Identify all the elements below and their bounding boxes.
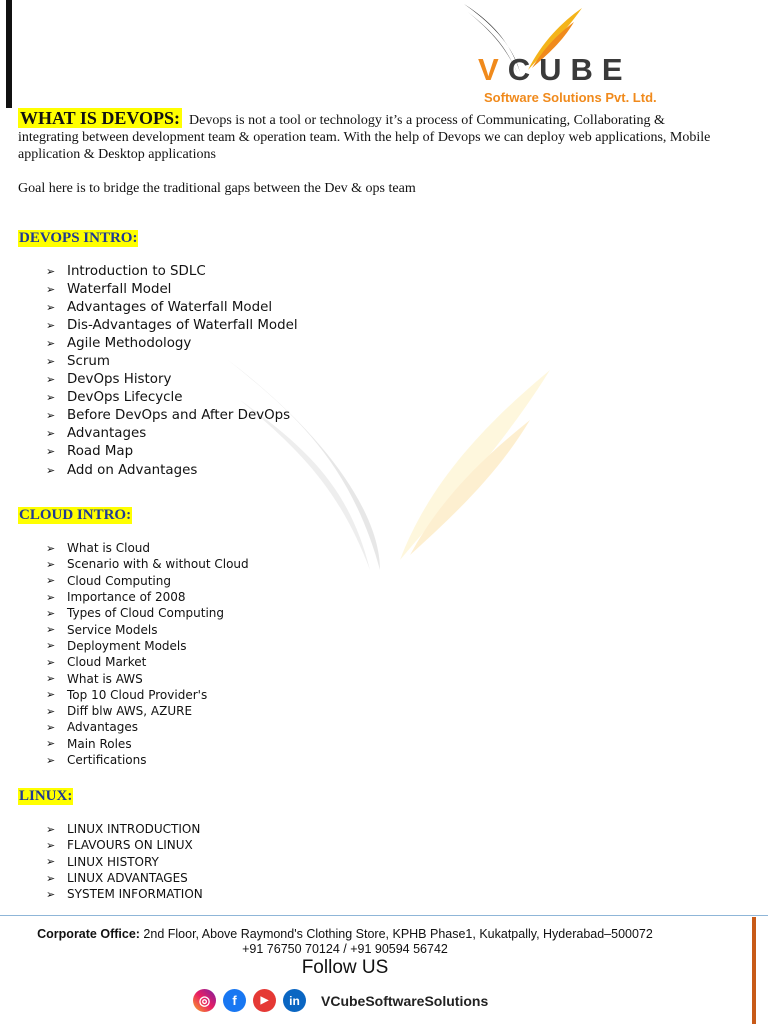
cloud-item-label: Importance of 2008	[67, 590, 186, 605]
cloud-list-item	[46, 703, 249, 719]
devops-heading: DEVOPS INTRO:	[19, 230, 138, 246]
cloud-list-item	[46, 556, 249, 572]
bullet-arrow-icon: ➢	[46, 391, 56, 405]
cloud-item-label: Top 10 Cloud Provider's	[67, 687, 208, 702]
bullet-arrow-icon: ➢	[46, 688, 56, 702]
devops-list-item	[46, 371, 298, 389]
bullet-arrow-icon: ➢	[46, 574, 56, 588]
cloud-item-label: Diff blw AWS, AZURE	[67, 704, 193, 719]
devops-list-item	[46, 262, 298, 280]
bullet-arrow-icon: ➢	[46, 887, 56, 901]
cloud-item-label: Service Models	[67, 622, 158, 637]
linkedin-icon[interactable]: in	[283, 989, 306, 1012]
linux-item-label: SYSTEM INFORMATION	[67, 887, 203, 902]
footer-divider	[0, 915, 768, 916]
devops-list-item	[46, 280, 298, 298]
devops-list-item	[46, 443, 298, 461]
bullet-arrow-icon: ➢	[46, 639, 56, 653]
cloud-item-label: Certifications	[67, 753, 147, 767]
cloud-list-item	[46, 736, 249, 752]
bullet-arrow-icon: ➢	[46, 318, 56, 332]
bullet-arrow-icon: ➢	[46, 855, 56, 869]
bullet-arrow-icon: ➢	[46, 427, 56, 441]
linux-list-item	[46, 886, 203, 902]
corp-label: Corporate Office:	[37, 927, 140, 941]
devops-list	[46, 262, 298, 479]
bullet-arrow-icon: ➢	[46, 300, 56, 314]
bullet-arrow-icon: ➢	[46, 541, 56, 555]
devops-list-item	[46, 352, 298, 370]
devops-list-item	[46, 425, 298, 443]
devops-item-label: Agile Methodology	[67, 335, 192, 351]
bullet-arrow-icon: ➢	[46, 355, 56, 369]
cloud-list-item	[46, 654, 249, 670]
bullet-arrow-icon: ➢	[46, 336, 56, 350]
devops-list-item	[46, 298, 298, 316]
devops-item-label: Waterfall Model	[67, 281, 172, 297]
linux-list-item	[46, 837, 203, 853]
devops-item-label: Introduction to SDLC	[67, 263, 206, 279]
linux-item-label: LINUX INTRODUCTION	[67, 822, 201, 837]
linux-item-label: FLAVOURS ON LINUX	[67, 838, 193, 853]
facebook-icon[interactable]: f	[223, 989, 246, 1012]
bullet-arrow-icon: ➢	[46, 704, 56, 718]
logo-subtitle: Software Solutions Pvt. Ltd.	[484, 90, 657, 105]
devops-item-label: Road Map	[67, 444, 134, 460]
cloud-item-label: What is Cloud	[67, 541, 151, 556]
bullet-arrow-icon: ➢	[46, 871, 56, 885]
follow-us-label: Follow US	[301, 957, 389, 978]
bullet-arrow-icon: ➢	[46, 590, 56, 604]
cloud-list-item	[46, 638, 249, 654]
linux-list	[46, 821, 203, 902]
cloud-item-label: Types of Cloud Computing	[67, 606, 224, 621]
footer-accent-bar	[752, 917, 756, 1024]
intro-title: WHAT IS DEVOPS:	[20, 108, 181, 128]
devops-item-label: Scrum	[67, 354, 110, 370]
cloud-list-item	[46, 719, 249, 735]
devops-list-item	[46, 407, 298, 425]
linux-item-label: LINUX HISTORY	[67, 854, 159, 869]
cloud-item-label: What is AWS	[67, 671, 143, 686]
phone-numbers: +91 76750 70124 / +91 90594 56742	[242, 942, 448, 956]
devops-item-label: DevOps Lifecycle	[67, 390, 183, 406]
devops-item-label: DevOps History	[67, 372, 172, 388]
bullet-arrow-icon: ➢	[46, 720, 56, 734]
cloud-list-item	[46, 621, 249, 637]
cloud-list-item	[46, 540, 249, 556]
linux-list-item	[46, 854, 203, 870]
bullet-arrow-icon: ➢	[46, 822, 56, 836]
bullet-arrow-icon: ➢	[46, 655, 56, 669]
social-handle[interactable]: VCubeSoftwareSolutions	[321, 992, 489, 1009]
cloud-list	[46, 540, 249, 768]
bullet-arrow-icon: ➢	[46, 753, 56, 767]
bullet-arrow-icon: ➢	[46, 463, 56, 477]
cloud-item-label: Advantages	[67, 720, 138, 735]
devops-list-item	[46, 389, 298, 407]
bullet-arrow-icon: ➢	[46, 672, 56, 686]
corp-address: 2nd Floor, Above Raymond's Clothing Store, KPHB Phase1, Kukatpally, Hyderabad–500072	[143, 927, 653, 941]
linux-list-item	[46, 870, 203, 886]
devops-list-item	[46, 316, 298, 334]
devops-item-label: Advantages	[67, 426, 147, 442]
bullet-arrow-icon: ➢	[46, 606, 56, 620]
goal-text: Goal here is to bridge the traditional gaps between the Dev & ops team	[18, 181, 416, 196]
intro-text: Devops is not a tool or technology it’s a process of Communicating, Collaborating & integrating between development team & operation team. With the help of Devops we can deploy web applications, Mobile application & Desktop applications	[18, 113, 711, 162]
linux-list-item	[46, 821, 203, 837]
devops-list-item	[46, 334, 298, 352]
devops-list-item	[46, 461, 298, 479]
bullet-arrow-icon: ➢	[46, 623, 56, 637]
left-margin-bar	[6, 0, 12, 108]
bullet-arrow-icon: ➢	[46, 557, 56, 571]
cloud-item-label: Deployment Models	[67, 638, 187, 653]
devops-item-label: Before DevOps and After DevOps	[67, 408, 291, 424]
logo-wordmark	[478, 52, 632, 88]
logo-v: V	[478, 52, 508, 87]
bullet-arrow-icon: ➢	[46, 409, 56, 423]
cloud-item-label: Cloud Computing	[67, 573, 171, 588]
devops-item-label: Add on Advantages	[67, 462, 198, 478]
youtube-icon[interactable]: ▶	[253, 989, 276, 1012]
bullet-arrow-icon: ➢	[46, 445, 56, 459]
cloud-list-item	[46, 752, 249, 768]
cloud-heading: CLOUD INTRO:	[19, 507, 132, 523]
bullet-arrow-icon: ➢	[46, 264, 56, 278]
cloud-list-item	[46, 605, 249, 621]
devops-item-label: Advantages of Waterfall Model	[67, 299, 273, 315]
bullet-arrow-icon: ➢	[46, 838, 56, 852]
instagram-icon[interactable]: ◎	[193, 989, 216, 1012]
cloud-item-label: Cloud Market	[67, 655, 147, 670]
linux-heading: LINUX:	[19, 788, 73, 804]
bullet-arrow-icon: ➢	[46, 737, 56, 751]
linux-item-label: LINUX ADVANTAGES	[67, 871, 188, 886]
bullet-arrow-icon: ➢	[46, 282, 56, 296]
corporate-office	[0, 927, 690, 957]
social-links	[193, 989, 488, 1012]
cloud-list-item	[46, 687, 249, 703]
cloud-item-label: Main Roles	[67, 736, 132, 751]
bullet-arrow-icon: ➢	[46, 373, 56, 387]
intro-paragraph	[18, 110, 718, 163]
logo-cube: CUBE	[507, 52, 632, 87]
cloud-list-item	[46, 573, 249, 589]
cloud-list-item	[46, 589, 249, 605]
devops-item-label: Dis-Advantages of Waterfall Model	[67, 317, 298, 333]
cloud-list-item	[46, 670, 249, 686]
cloud-item-label: Scenario with & without Cloud	[67, 557, 249, 572]
